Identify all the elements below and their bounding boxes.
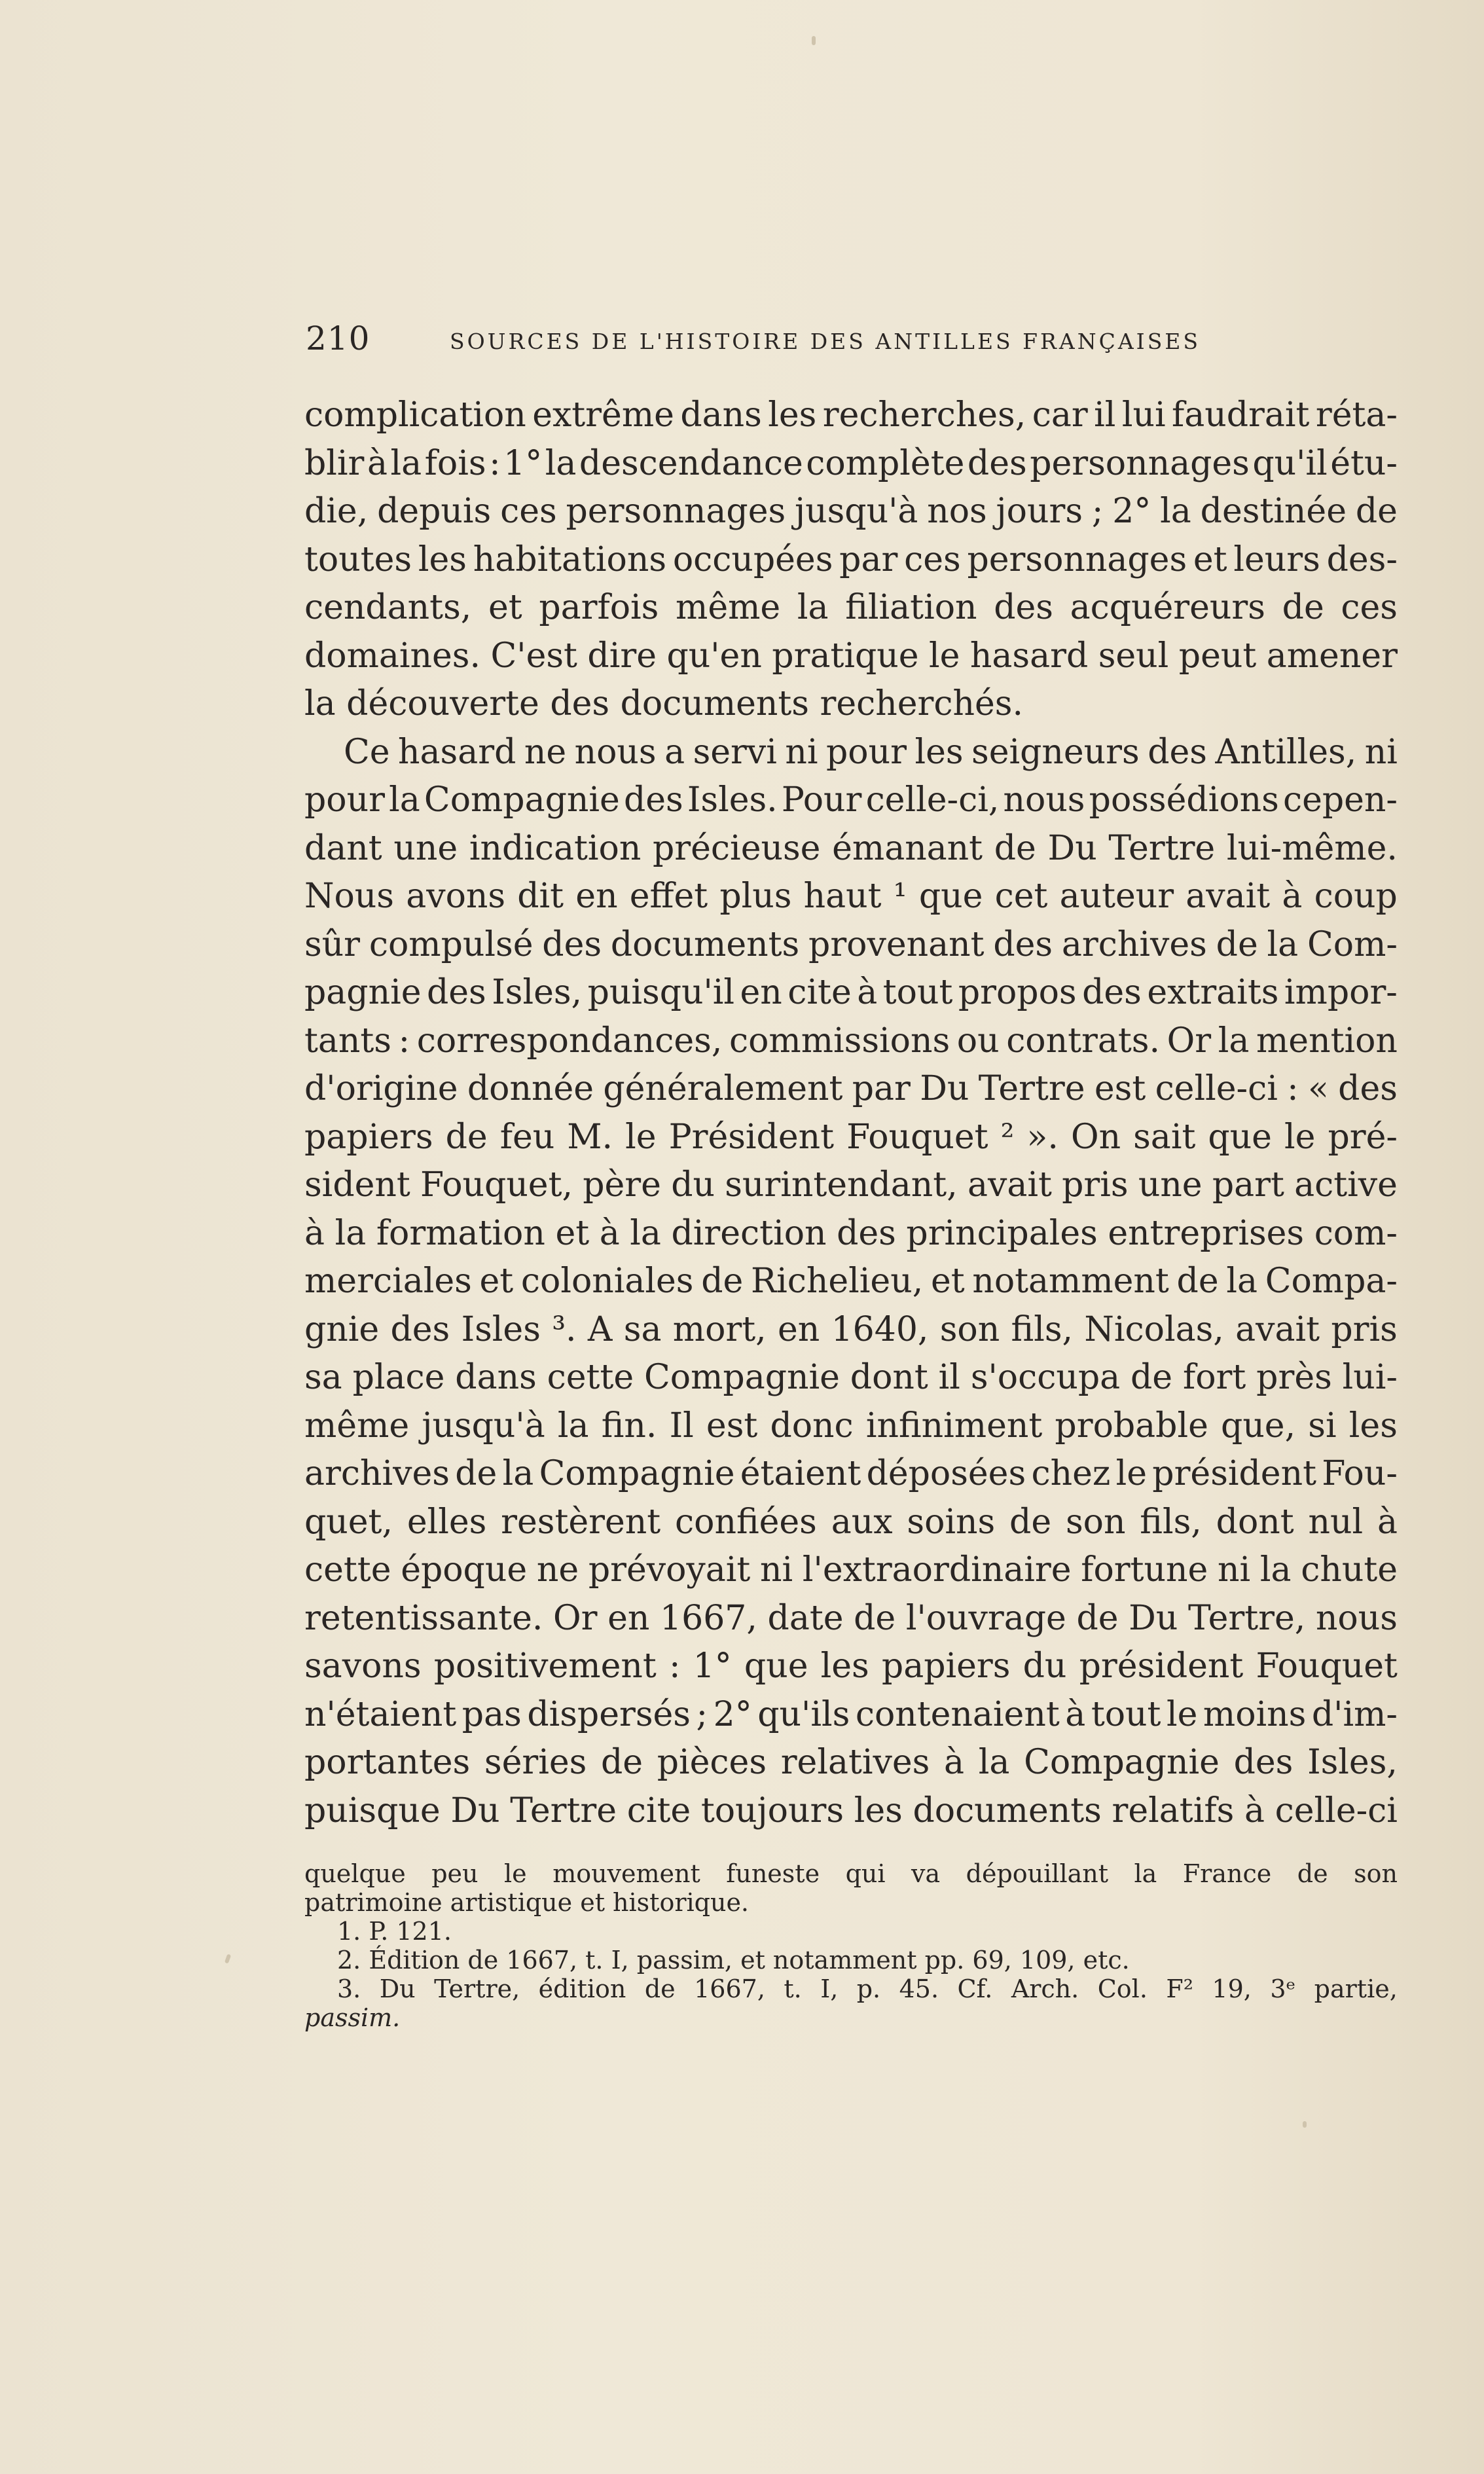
- text-line: sident Fouquet, père du surintendant, avait pris une part active: [304, 1165, 1398, 1205]
- footnote-line: patrimoine artistique et historique.: [304, 1888, 750, 1917]
- text-line: tants : correspondances, commissions ou contrats. Or la mention: [304, 1021, 1398, 1061]
- text-line: sûr compulsé des documents provenant des archives de la Com-: [304, 924, 1398, 964]
- text-line: n'étaient pas dispersés ; 2° qu'ils contenaient à tout le moins d'im-: [304, 1694, 1398, 1734]
- running-title: SOURCES DE L'HISTOIRE DES ANTILLES FRANÇAISES: [450, 329, 1201, 354]
- footnote-1: 1. P. 121.: [337, 1917, 452, 1946]
- text-line: domaines. C'est dire qu'en pratique le hasard seul peut amener: [304, 636, 1398, 676]
- footnote-3: 3. Du Tertre, édition de 1667, t. I, p. 45. Cf. Arch. Col. F² 19, 3ᵉ partie,: [337, 1974, 1398, 2003]
- text-line: complication extrême dans les recherches, car il lui faudrait réta-: [304, 395, 1398, 435]
- text-line: papiers de feu M. le Président Fouquet ² ». On sait que le pré-: [304, 1117, 1398, 1157]
- text-line: même jusqu'à la fin. Il est donc infiniment probable que, si les: [304, 1406, 1398, 1446]
- text-line: d'origine donnée généralement par Du Tertre est celle-ci : « des: [304, 1069, 1398, 1108]
- page-number: 210: [306, 319, 371, 357]
- text-line: dant une indication précieuse émanant de Du Tertre lui-même.: [304, 828, 1398, 868]
- text-line: portantes séries de pièces relatives à la Compagnie des Isles,: [304, 1743, 1398, 1782]
- page-header: [306, 319, 1235, 365]
- text-line: archives de la Compagnie étaient déposées chez le président Fou-: [304, 1454, 1398, 1493]
- text-line: pagnie des Isles, puisqu'il en cite à tout propos des extraits impor-: [304, 973, 1398, 1012]
- text-line: merciales et coloniales de Richelieu, et notamment de la Compa-: [304, 1262, 1398, 1301]
- footnote-line: passim.: [304, 2003, 401, 2032]
- text-line: cette époque ne prévoyait ni l'extraordinaire fortune ni la chute: [304, 1550, 1398, 1590]
- text-line: retentissante. Or en 1667, date de l'ouvrage de Du Tertre, nous: [304, 1598, 1398, 1638]
- paper-speck: [812, 36, 816, 45]
- text-line: pour la Compagnie des Isles. Pour celle-ci, nous possédions cepen-: [304, 780, 1398, 820]
- paper-speck: [1303, 2121, 1307, 2128]
- text-line: sa place dans cette Compagnie dont il s'occupa de fort près lui-: [304, 1358, 1398, 1397]
- text-line: blir à la fois : 1° la descendance complète des personnages qu'il étu-: [304, 443, 1398, 483]
- text-line: quet, elles restèrent confiées aux soins de son fils, dont nul à: [304, 1502, 1398, 1542]
- text-line: Ce hasard ne nous a servi ni pour les seigneurs des Antilles, ni: [344, 732, 1398, 772]
- text-line: Nous avons dit en effet plus haut ¹ que cet auteur avait à coup: [304, 877, 1398, 916]
- text-line: gnie des Isles ³. A sa mort, en 1640, son fils, Nicolas, avait pris: [304, 1309, 1398, 1349]
- paper-speck: [225, 1954, 231, 1963]
- footnotes: [304, 1859, 1398, 2032]
- text-line: puisque Du Tertre cite toujours les documents relatifs à celle-ci: [304, 1791, 1398, 1830]
- footnote-2: 2. Édition de 1667, t. I, passim, et notamment pp. 69, 109, etc.: [337, 1946, 1130, 1974]
- text-line: toutes les habitations occupées par ces personnages et leurs des-: [304, 539, 1398, 579]
- text-line: die, depuis ces personnages jusqu'à nos jours ; 2° la destinée de: [304, 492, 1398, 531]
- text-line: savons positivement : 1° que les papiers du président Fouquet: [304, 1646, 1398, 1686]
- text-line: la découverte des documents recherchés.: [304, 684, 1023, 723]
- text-line: à la formation et à la direction des principales entreprises com-: [304, 1213, 1398, 1253]
- footnote-line: quelque peu le mouvement funeste qui va dépouillant la France de son: [304, 1859, 1398, 1888]
- text-line: cendants, et parfois même la filiation des acquéreurs de ces: [304, 588, 1398, 627]
- body-text: [304, 391, 1398, 1835]
